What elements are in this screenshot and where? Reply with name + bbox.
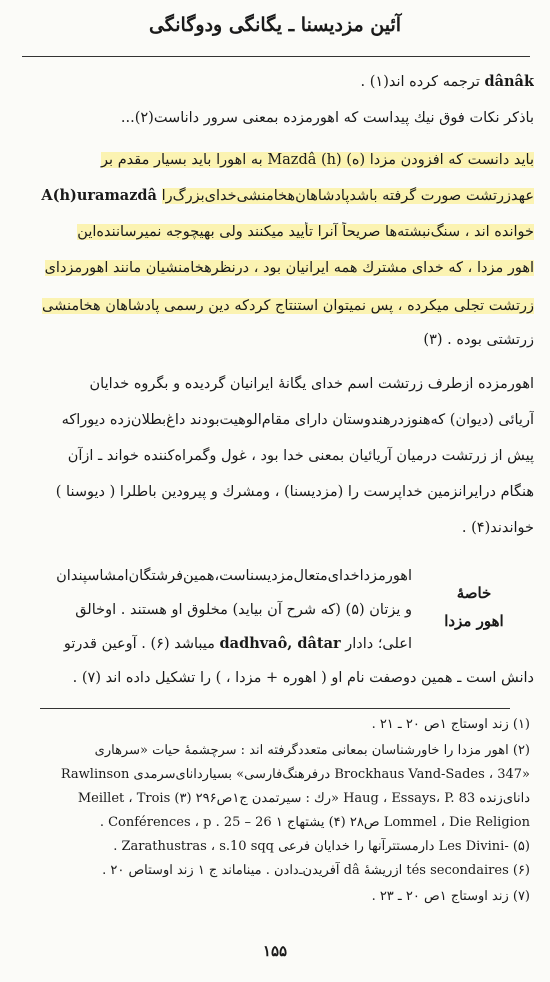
term-ahuramazda: A(h)uramazdâ <box>41 187 157 204</box>
side-heading-2: اهور مزدا <box>444 612 504 630</box>
page-number: ۱۵۵ <box>262 942 288 960</box>
box-line-1: اهورمزداخدای‌متعال‌مزدیسناست،همین‌فرشتگان‌امشاسپندان <box>56 568 412 584</box>
footnote-6: Les Divini- (۵) دارمستترآنها را خدایان فرعی Zarathustras ، s.10 sqq . <box>113 839 530 854</box>
body-line-11: پیش از زرتشت درمیان آریائیان بمعنی خدا بود ، غول وگمراه‌کننده خواند ـ ازآن <box>67 448 534 464</box>
body-line-8: زرتشتی بوده . (۳) <box>423 332 534 348</box>
footnote-divider <box>40 708 510 709</box>
body-line-13: خواندند(۴) . <box>461 520 534 536</box>
body-line-1 <box>22 72 534 92</box>
highlight-line-3: باید دانست که افزودن مزدا (ه) Mazdâ (h) به اهورا باید بسیار مقدم بر <box>101 152 534 168</box>
side-heading-1: خاصهٔ <box>456 584 492 602</box>
footnote-2: (۲) اهور مزدا را خاورشناسان بمعانی متعددگرفته اند : سرچشمهٔ حیات «سرهاری <box>94 743 530 758</box>
body-line-4 <box>22 186 534 206</box>
box-line-3 <box>22 634 412 654</box>
footnote-8: (۷) زند اوستاج ۱ص ۲۰ ـ ۲۳ . <box>371 889 530 904</box>
page-header: آئین مزدیسنا ـ یگانگی ودوگانگی <box>148 14 402 36</box>
body-line-7 <box>22 296 534 316</box>
body-line-5 <box>22 222 534 242</box>
highlight-line-6: اهور مزدا ، که خدای مشترك همه ایرانیان بود ، درنظرهخامنشیان مانند اهورمزدای <box>44 260 534 276</box>
highlight-line-7: زرتشت تجلی میکرده ، پس نمیتوان استنتاج کردکه دین رسمی پادشاهان هخامنشی <box>42 298 534 314</box>
body-line-10: آریائی (دیوان) که‌هنوزدرهندوستان دارای مقام‌الوهیت‌بودند داغ‌بطلان‌زده دیوراکه <box>61 412 534 428</box>
box-line-3-text-b: میباشد (۶) . آوعین قدرتو <box>63 636 215 652</box>
box-line-3-text-a: اعلی؛ دادار <box>345 636 412 652</box>
body-line-1-text: ترجمه کرده اند(۱) . <box>360 74 480 90</box>
term-danak: dânâk <box>484 73 534 90</box>
body-line-6 <box>22 258 534 278</box>
body-line-9: اهورمزده ازطرف زرتشت اسم خدای یگانهٔ ایرانیان گردیده و بگروه خدایان <box>89 376 534 392</box>
box-line-4: دانش است ـ همین دوصفت نام او ( اهوره + مزدا ، ) را تشکیل داده اند (۷) . <box>72 670 534 686</box>
body-line-3 <box>22 150 534 170</box>
body-line-2: باذکر نکات فوق نیك پیداست که اهورمزده بمعنی سرور داناست(۲)... <box>120 110 534 126</box>
footnote-5: Lommel ، Die Religion ص۲۸ (۴) یشتهاج ۱ Conférences ، p . 25 – 26 . <box>99 815 530 830</box>
highlight-line-5: خوانده اند ، سنگ‌نبشته‌ها صریحاً آنرا تأیید میکنند ولی بهیچوجه نمیرساننده‌این <box>77 224 534 240</box>
term-dadhvao-datar: dadhvaô, dâtar <box>219 635 341 652</box>
footnote-7: tés secondaires (۶) ازریشهٔ dâ آفریدن‌ـ‌دادن . میناماند ج ۱ زند اوستاص ۲۰ . <box>102 863 530 878</box>
body-line-12: هنگام درایرانزمین خداپرست را (مزدیسنا) ، ومشرك و پیرودین باطلرا ( دیوسنا ) <box>55 484 534 500</box>
header-divider <box>22 56 530 57</box>
highlight-line-4: عهدزرتشت صورت گرفته باشدپادشاهان‌هخامنشی‌خدای‌بزرگ‌را <box>161 188 534 204</box>
footnote-3: «Brockhaus Vand-Sades ، 347 درفرهنگ‌فارسی» بسیاردانای‌سرمدی Rawlinson <box>60 767 530 782</box>
box-line-2: و یزتان (۵) (که شرح آن بیاید) مخلوق او هستند . اوخالق <box>75 602 412 618</box>
footnote-4: دانای‌زنده Haug ، Essays، P. 83 «رك : سیرتمدن ج۱ص۲۹۶ (۳) Meillet ، Trois <box>77 791 530 806</box>
footnote-1: (۱) زند اوستاج ۱ص ۲۰ ـ ۲۱ . <box>371 717 530 732</box>
